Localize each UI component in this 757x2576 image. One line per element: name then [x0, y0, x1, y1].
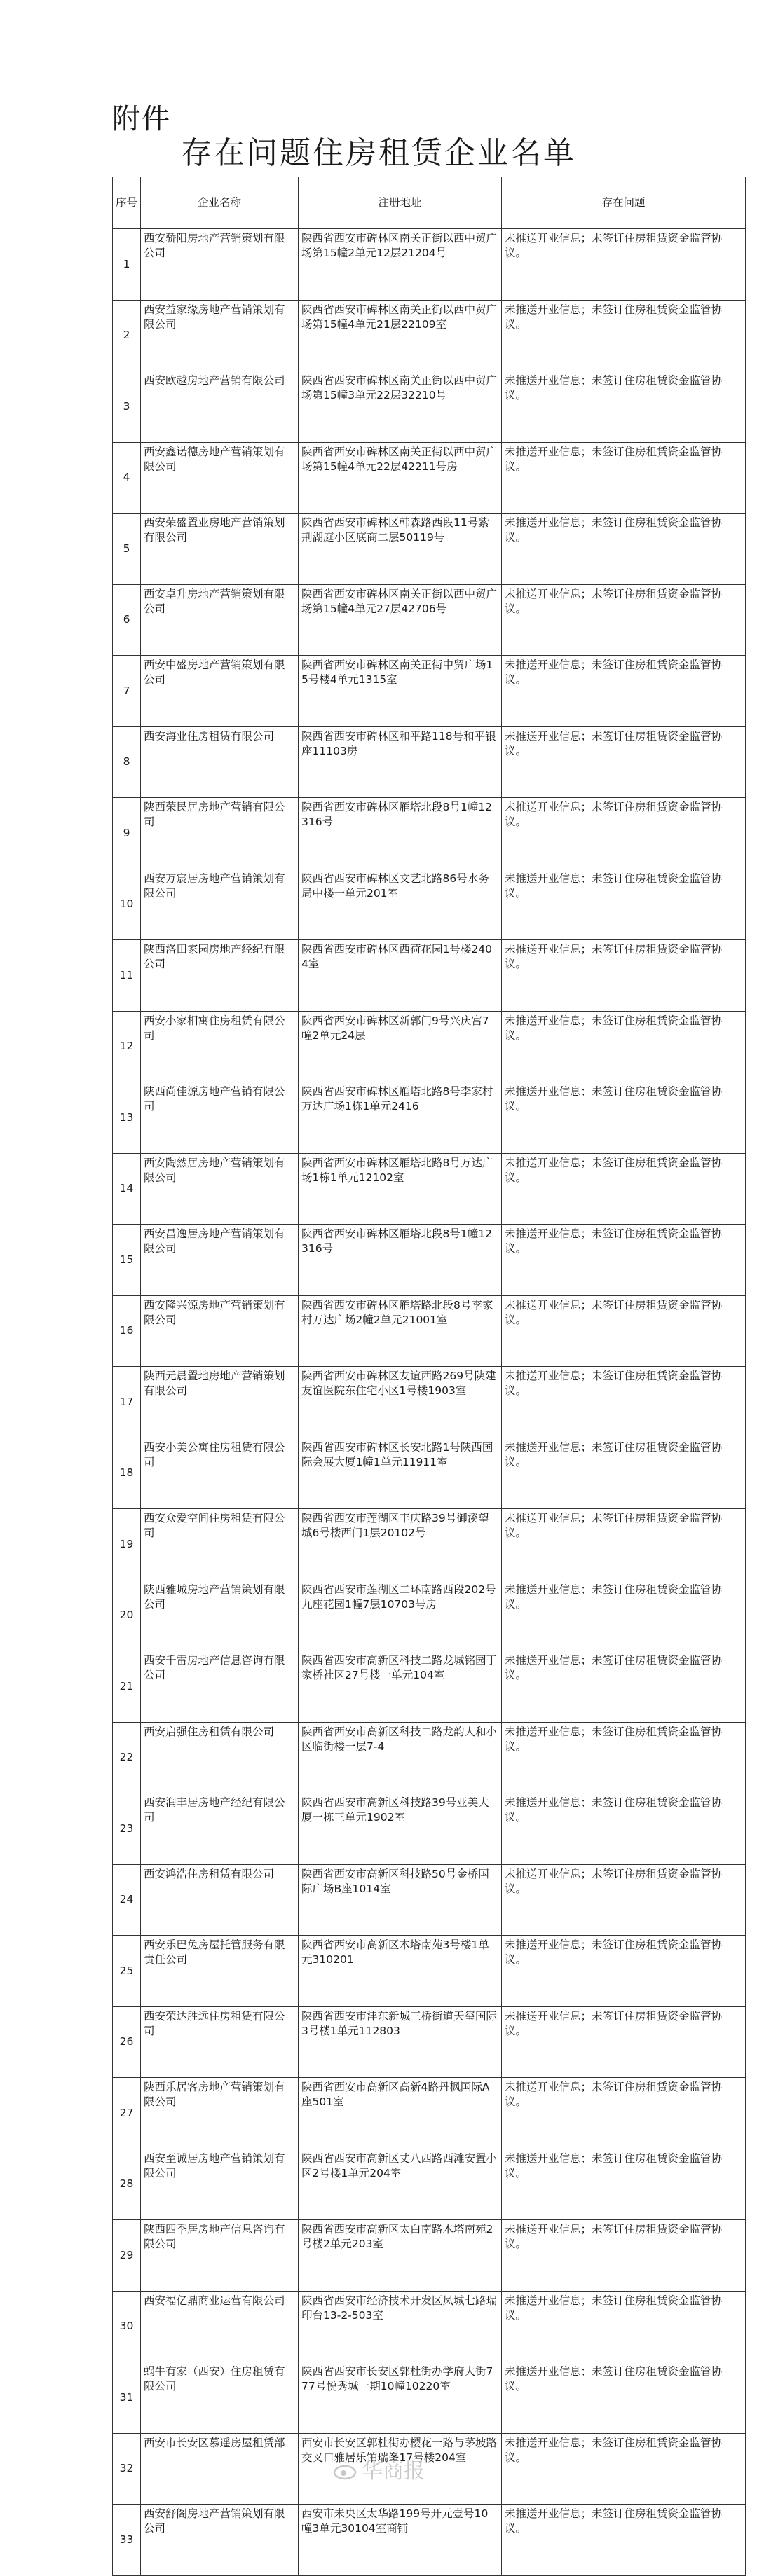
issue-text: 未推送开业信息；未签订住房租赁资金监管协议。: [502, 2362, 746, 2434]
registered-address: 陕西省西安市碑林区文艺北路86号水务局中楼一单元201室: [299, 869, 502, 940]
company-name: 西安中盛房地产营销策划有限公司: [141, 656, 299, 727]
registered-address: 陕西省西安市碑林区友谊西路269号陕建友谊医院东住宅小区1号楼1903室: [299, 1367, 502, 1438]
registered-address: 陕西省西安市碑林区雁塔路北段8号李家村万达广场2幢2单元21001室: [299, 1295, 502, 1367]
registered-address: 陕西省西安市碑林区新郭门9号兴庆宫7幢2单元24层: [299, 1011, 502, 1082]
row-index: 33: [113, 2505, 141, 2576]
table-row: [113, 2006, 746, 2078]
table-row: [113, 1651, 746, 1723]
table-row: [113, 2505, 746, 2576]
company-name: 陕西元晨置地房地产营销策划有限公司: [141, 1367, 299, 1438]
registered-address: 陕西省西安市碑林区南关正街以西中贸广场第15幢2单元12层21204号: [299, 229, 502, 301]
issue-text: 未推送开业信息；未签订住房租赁资金监管协议。: [502, 1082, 746, 1154]
registered-address: 陕西省西安市莲湖区丰庆路39号御溪望城6号楼西门1层20102号: [299, 1509, 502, 1580]
row-index: 6: [113, 584, 141, 656]
company-list-table: [112, 177, 746, 2576]
issue-text: 未推送开业信息；未签订住房租赁资金监管协议。: [502, 371, 746, 443]
table-row: [113, 656, 746, 727]
issue-text: 未推送开业信息；未签订住房租赁资金监管协议。: [502, 2291, 746, 2362]
row-index: 7: [113, 656, 141, 727]
row-index: 29: [113, 2220, 141, 2292]
issue-text: 未推送开业信息；未签订住房租赁资金监管协议。: [502, 2220, 746, 2292]
company-name: 西安小美公寓住房租赁有限公司: [141, 1438, 299, 1509]
row-index: 5: [113, 514, 141, 585]
table-row: [113, 726, 746, 798]
company-name: 陕西乐居客房地产营销策划有限公司: [141, 2078, 299, 2149]
table-row: [113, 1722, 746, 1793]
registered-address: 陕西省西安市高新区科技二路龙城铭园丁家桥社区27号楼一单元104室: [299, 1651, 502, 1723]
row-index: 21: [113, 1651, 141, 1723]
issue-text: 未推送开业信息；未签订住房租赁资金监管协议。: [502, 1864, 746, 1936]
registered-address: 陕西省西安市碑林区雁塔北段8号1幢12316号: [299, 798, 502, 869]
company-name: 西安小家相寓住房租赁有限公司: [141, 1011, 299, 1082]
registered-address: 西安市未央区太华路199号开元壹号10幢3单元30104室商铺: [299, 2505, 502, 2576]
company-name: 西安骄阳房地产营销策划有限公司: [141, 229, 299, 301]
table-row: [113, 514, 746, 585]
table-row: [113, 1011, 746, 1082]
issue-text: 未推送开业信息；未签订住房租赁资金监管协议。: [502, 300, 746, 371]
registered-address: 陕西省西安市高新区科技路50号金桥国际广场B座1014室: [299, 1864, 502, 1936]
issue-text: 未推送开业信息；未签订住房租赁资金监管协议。: [502, 798, 746, 869]
row-index: 2: [113, 300, 141, 371]
registered-address: 陕西省西安市莲湖区二环南路西段202号九座花园1幢7层10703号房: [299, 1580, 502, 1651]
header-issue: 存在问题: [502, 177, 746, 229]
row-index: 12: [113, 1011, 141, 1082]
issue-text: 未推送开业信息；未签订住房租赁资金监管协议。: [502, 869, 746, 940]
issue-text: 未推送开业信息；未签订住房租赁资金监管协议。: [502, 1651, 746, 1723]
row-index: 15: [113, 1225, 141, 1296]
row-index: 14: [113, 1153, 141, 1225]
row-index: 23: [113, 1793, 141, 1865]
company-name: 西安润丰居房地产经纪有限公司: [141, 1793, 299, 1865]
registered-address: 陕西省西安市高新区科技路39号亚美大厦一栋三单元1902室: [299, 1793, 502, 1865]
table-row: [113, 371, 746, 443]
company-name: 西安鸿浩住房租赁有限公司: [141, 1864, 299, 1936]
row-index: 32: [113, 2433, 141, 2505]
table-row: [113, 1864, 746, 1936]
company-name: 陕西荣民居房地产营销有限公司: [141, 798, 299, 869]
registered-address: 陕西省西安市高新区科技二路龙韵人和小区临街楼一层7-4: [299, 1722, 502, 1793]
table-row: [113, 1367, 746, 1438]
company-name: 西安千雷房地产信息咨询有限公司: [141, 1651, 299, 1723]
issue-text: 未推送开业信息；未签订住房租赁资金监管协议。: [502, 2078, 746, 2149]
issue-text: 未推送开业信息；未签订住房租赁资金监管协议。: [502, 726, 746, 798]
company-name: 西安卓升房地产营销策划有限公司: [141, 584, 299, 656]
table-row: [113, 1580, 746, 1651]
row-index: 16: [113, 1295, 141, 1367]
row-index: 30: [113, 2291, 141, 2362]
table-row: [113, 2220, 746, 2292]
watermark-text: 华商报: [362, 2459, 425, 2484]
table-row: [113, 584, 746, 656]
table-row: [113, 2078, 746, 2149]
company-name: 西安欧越房地产营销有限公司: [141, 371, 299, 443]
company-name: 西安海业住房租赁有限公司: [141, 726, 299, 798]
row-index: 28: [113, 2149, 141, 2220]
registered-address: 陕西省西安市碑林区长安北路1号陕西国际会展大厦1幢1单元11911室: [299, 1438, 502, 1509]
row-index: 24: [113, 1864, 141, 1936]
table-row: [113, 1082, 746, 1154]
table-body: [113, 229, 746, 2576]
issue-text: 未推送开业信息；未签订住房租赁资金监管协议。: [502, 1011, 746, 1082]
company-name: 西安市长安区慕遥房屋租赁部: [141, 2433, 299, 2505]
table-row: [113, 798, 746, 869]
company-name: 陕西尚佳源房地产营销有限公司: [141, 1082, 299, 1154]
company-name: 西安万宸居房地产营销策划有限公司: [141, 869, 299, 940]
row-index: 9: [113, 798, 141, 869]
registered-address: 陕西省西安市经济技术开发区凤城七路瑞印台13-2-503室: [299, 2291, 502, 2362]
issue-text: 未推送开业信息；未签订住房租赁资金监管协议。: [502, 1509, 746, 1580]
table-row: [113, 229, 746, 301]
issue-text: 未推送开业信息；未签订住房租赁资金监管协议。: [502, 2433, 746, 2505]
row-index: 17: [113, 1367, 141, 1438]
issue-text: 未推送开业信息；未签订住房租赁资金监管协议。: [502, 2006, 746, 2078]
registered-address: 陕西省西安市长安区郭杜街办学府大街777号悦秀城一期10幢10220室: [299, 2362, 502, 2434]
table-row: [113, 869, 746, 940]
registered-address: 陕西省西安市碑林区南关正街中贸广场15号楼4单元1315室: [299, 656, 502, 727]
annex-label: 附件: [112, 103, 171, 135]
table-row: [113, 1509, 746, 1580]
header-company: 企业名称: [141, 177, 299, 229]
document-title: 存在问题住房租赁企业名单: [181, 135, 576, 171]
registered-address: 陕西省西安市碑林区和平路118号和平银座11103房: [299, 726, 502, 798]
registered-address: 陕西省西安市碑林区南关正街以西中贸广场第15幢4单元22层42211号房: [299, 442, 502, 514]
issue-text: 未推送开业信息；未签订住房租赁资金监管协议。: [502, 940, 746, 1012]
registered-address: 西安市长安区郭杜街办樱花一路与茅坡路交叉口雅居乐铂瑞峯17号楼204室: [299, 2433, 502, 2505]
table-row: [113, 1153, 746, 1225]
table-row: [113, 1225, 746, 1296]
row-index: 27: [113, 2078, 141, 2149]
watermark: [0, 2453, 757, 2484]
company-name: 西安鑫诺德房地产营销策划有限公司: [141, 442, 299, 514]
row-index: 31: [113, 2362, 141, 2434]
registered-address: 陕西省西安市碑林区雁塔北路8号万达广场1栋1单元12102室: [299, 1153, 502, 1225]
company-name: 蜗牛有家（西安）住房租赁有限公司: [141, 2362, 299, 2434]
issue-text: 未推送开业信息；未签订住房租赁资金监管协议。: [502, 2149, 746, 2220]
company-name: 陕西雅城房地产营销策划有限公司: [141, 1580, 299, 1651]
issue-text: 未推送开业信息；未签订住房租赁资金监管协议。: [502, 1225, 746, 1296]
row-index: 26: [113, 2006, 141, 2078]
company-name: 西安隆兴源房地产营销策划有限公司: [141, 1295, 299, 1367]
row-index: 25: [113, 1936, 141, 2007]
row-index: 18: [113, 1438, 141, 1509]
company-name: 西安至诚居房地产营销策划有限公司: [141, 2149, 299, 2220]
table-row: [113, 1438, 746, 1509]
issue-text: 未推送开业信息；未签订住房租赁资金监管协议。: [502, 442, 746, 514]
company-name: 西安荣盛置业房地产营销策划有限公司: [141, 514, 299, 585]
table-row: [113, 2291, 746, 2362]
company-name: 西安启强住房租赁有限公司: [141, 1722, 299, 1793]
company-name: 西安乐巴兔房屋托管服务有限责任公司: [141, 1936, 299, 2007]
registered-address: 陕西省西安市碑林区雁塔北路8号李家村万达广场1栋1单元2416: [299, 1082, 502, 1154]
issue-text: 未推送开业信息；未签订住房租赁资金监管协议。: [502, 1793, 746, 1865]
company-name: 西安昌逸居房地产营销策划有限公司: [141, 1225, 299, 1296]
header-address: 注册地址: [299, 177, 502, 229]
header-index: 序号: [113, 177, 141, 229]
row-index: 11: [113, 940, 141, 1012]
company-name: 西安荣达胜远住房租赁有限公司: [141, 2006, 299, 2078]
registered-address: 陕西省西安市碑林区南关正街以西中贸广场第15幢4单元21层22109室: [299, 300, 502, 371]
registered-address: 陕西省西安市碑林区南关正街以西中贸广场第15幢4单元27层42706号: [299, 584, 502, 656]
table-row: [113, 2362, 746, 2434]
row-index: 13: [113, 1082, 141, 1154]
table-row: [113, 2149, 746, 2220]
issue-text: 未推送开业信息；未签订住房租赁资金监管协议。: [502, 1936, 746, 2007]
issue-text: 未推送开业信息；未签订住房租赁资金监管协议。: [502, 656, 746, 727]
company-name: 西安益家缘房地产营销策划有限公司: [141, 300, 299, 371]
company-name: 西安陶然居房地产营销策划有限公司: [141, 1153, 299, 1225]
row-index: 22: [113, 1722, 141, 1793]
company-name: 西安福亿鼎商业运营有限公司: [141, 2291, 299, 2362]
row-index: 3: [113, 371, 141, 443]
registered-address: 陕西省西安市高新区木塔南苑3号楼1单元310201: [299, 1936, 502, 2007]
table-row: [113, 300, 746, 371]
company-name: 西安舒阁房地产营销策划有限公司: [141, 2505, 299, 2576]
registered-address: 陕西省西安市碑林区韩森路西段11号紫荆湖庭小区底商二层50119号: [299, 514, 502, 585]
registered-address: 陕西省西安市碑林区南关正街以西中贸广场第15幢3单元22层32210号: [299, 371, 502, 443]
issue-text: 未推送开业信息；未签订住房租赁资金监管协议。: [502, 1438, 746, 1509]
row-index: 8: [113, 726, 141, 798]
table-row: [113, 940, 746, 1012]
table-row: [113, 1295, 746, 1367]
issue-text: 未推送开业信息；未签订住房租赁资金监管协议。: [502, 1295, 746, 1367]
issue-text: 未推送开业信息；未签订住房租赁资金监管协议。: [502, 1367, 746, 1438]
row-index: 10: [113, 869, 141, 940]
row-index: 1: [113, 229, 141, 301]
issue-text: 未推送开业信息；未签订住房租赁资金监管协议。: [502, 584, 746, 656]
issue-text: 未推送开业信息；未签订住房租赁资金监管协议。: [502, 1722, 746, 1793]
row-index: 4: [113, 442, 141, 514]
issue-text: 未推送开业信息；未签订住房租赁资金监管协议。: [502, 514, 746, 585]
registered-address: 陕西省西安市碑林区西荷花园1号楼2404室: [299, 940, 502, 1012]
table-row: [113, 1936, 746, 2007]
registered-address: 陕西省西安市沣东新城三桥街道天玺国际3号楼1单元112803: [299, 2006, 502, 2078]
table-row: [113, 1793, 746, 1865]
issue-text: 未推送开业信息；未签订住房租赁资金监管协议。: [502, 1580, 746, 1651]
registered-address: 陕西省西安市高新区丈八西路西滩安置小区2号楼1单元204室: [299, 2149, 502, 2220]
table-header-row: [113, 177, 746, 229]
weibo-eye-icon: [332, 2463, 357, 2480]
registered-address: 陕西省西安市高新区太白南路木塔南苑2号楼2单元203室: [299, 2220, 502, 2292]
issue-text: 未推送开业信息；未签订住房租赁资金监管协议。: [502, 1153, 746, 1225]
company-name: 陕西四季居房地产信息咨询有限公司: [141, 2220, 299, 2292]
row-index: 19: [113, 1509, 141, 1580]
issue-text: 未推送开业信息；未签订住房租赁资金监管协议。: [502, 2505, 746, 2576]
issue-text: 未推送开业信息；未签订住房租赁资金监管协议。: [502, 229, 746, 301]
company-name: 陕西洛田家园房地产经纪有限公司: [141, 940, 299, 1012]
company-name: 西安众爱空间住房租赁有限公司: [141, 1509, 299, 1580]
registered-address: 陕西省西安市碑林区雁塔北段8号1幢12316号: [299, 1225, 502, 1296]
registered-address: 陕西省西安市高新区高新4路丹枫国际A座501室: [299, 2078, 502, 2149]
row-index: 20: [113, 1580, 141, 1651]
table-row: [113, 442, 746, 514]
